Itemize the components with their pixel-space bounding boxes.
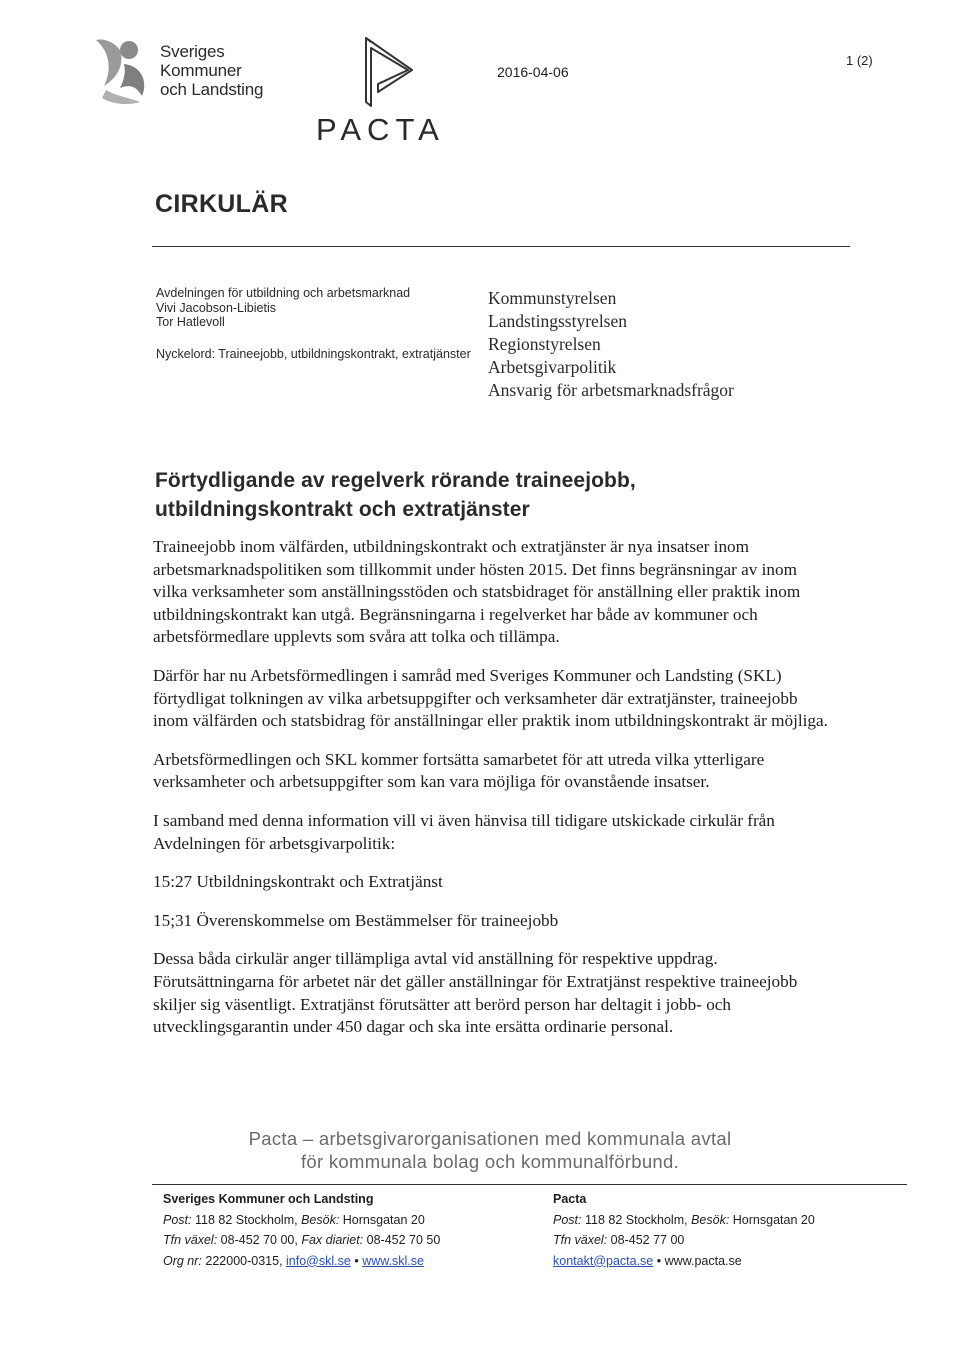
footer-email-link[interactable]: kontakt@pacta.se [553, 1253, 654, 1268]
footer-email-link[interactable]: info@skl.se [286, 1253, 351, 1268]
sender-department: Avdelningen för utbildning och arbetsmarknad [156, 286, 411, 300]
document-date: 2016-04-06 [497, 64, 569, 80]
footer-skl-contact [163, 1189, 440, 1271]
recipient-item: Arbetsgivarpolitik [488, 357, 617, 377]
recipient-item: Landstingsstyrelsen [488, 311, 628, 331]
document-type: CIRKULÄR [155, 190, 288, 218]
circular-reference: 15:27 Utbildningskontrakt och Extratjänst [153, 872, 443, 892]
footer-phone: Tfn växel: 08-452 70 00, Fax diariet: 08-452 70 50 [163, 1233, 441, 1247]
circular-reference: 15;31 Överenskommelse om Bestämmelser för traineejobb [153, 910, 559, 930]
skl-name-line-1: Sveriges [160, 42, 225, 61]
page-number: 1 (2) [846, 53, 873, 68]
footer-phone: Tfn växel: 08-452 77 00 [553, 1233, 685, 1247]
footer-web [553, 1251, 815, 1272]
body-paragraph: Därför har nu Arbetsförmedlingen i samråd med Sveriges Kommuner och Landsting (SKL) förtydligat tolkningen av vilka arbetsuppgifter och verksamheter där extratjänster, traineejobb inom välfärden och statsbidrag för anställningar eller praktik inom utbildningskontrakt är möjliga. [153, 665, 828, 731]
footer-pacta-contact [553, 1189, 815, 1271]
footer-tagline-line-1: Pacta – arbetsgivarorganisationen med kommunala avtal [248, 1128, 732, 1149]
document-title [155, 466, 636, 524]
document-title-line-2: utbildningskontrakt och extratjänster [155, 498, 530, 521]
document-title-line-1: Förtydligande av regelverk rörande traineejobb, [155, 469, 636, 492]
skl-logo [90, 36, 152, 106]
skl-name-line-3: och Landsting [160, 80, 264, 99]
sender-person: Vivi Jacobson-Libietis [156, 300, 276, 315]
footer-tagline [160, 1127, 820, 1173]
body-paragraph: Dessa båda cirkulär anger tillämpliga avtal vid anställning för respektive uppdrag. Förutsättningarna för arbetet när det gäller anställningar för Extratjänst respektive traineejobb skiljer sig väsentligt. Extratjänst förutsätter att berörd person har deltagit i jobb- och utvecklingsgarantin under 450 dagar och ska inte ersätta ordinarie personal. [153, 949, 798, 1037]
separator-bullet: • [354, 1253, 359, 1268]
document-body [153, 536, 833, 1055]
body-paragraph: Traineejobb inom välfärden, utbildningskontrakt och extratjänster är nya insatser inom arbetsmarknadspolitiken som tillkommit under hösten 2015. Det finns begränsningar av inom vilka verksamheter som anställningsstöden och statsbidraget för anställning eller praktik inom utbildningskontrakt kan utgå. Begränsningarna i regelverket har både av kommuner och arbetsförmedlare upplevts som svåra att tolka och tillämpa. [153, 537, 801, 647]
footer-org-number: Org nr: 222000-0315, info@skl.se • www.skl.se [163, 1253, 425, 1268]
recipient-item: Regionstyrelsen [488, 334, 601, 354]
recipient-list [488, 287, 734, 402]
recipient-item: Ansvarig för arbetsmarknadsfrågor [488, 380, 734, 400]
footer-org-name: Sveriges Kommuner och Landsting [163, 1192, 374, 1206]
pacta-wordmark: PACTA [316, 112, 445, 147]
sender-person: Tor Hatlevoll [156, 315, 225, 329]
footer-org-name: Pacta [553, 1192, 587, 1206]
body-paragraph: I samband med denna information vill vi även hänvisa till tidigare utskickade cirkulär från Avdelningen för arbetsgivarpolitik: [153, 810, 775, 853]
skl-name [160, 42, 263, 99]
skl-name-line-2: Kommuner [160, 61, 242, 80]
footer-divider [152, 1184, 907, 1185]
footer-postal-address: Post: 118 82 Stockholm, Besök: Hornsgatan 20 [163, 1212, 425, 1227]
body-paragraph: Arbetsförmedlingen och SKL kommer fortsätta samarbetet för att utreda vilka ytterligare verksamheter och arbetsuppgifter som kan vara möjliga för ovanstående insatser. [153, 749, 765, 792]
footer-web-link[interactable]: www.skl.se [362, 1253, 425, 1268]
recipient-item: Kommunstyrelsen [488, 288, 617, 308]
pacta-logo-icon [362, 36, 414, 108]
footer-tagline-line-2: för kommunala bolag och kommunalförbund. [300, 1151, 680, 1172]
keywords: Nyckelord: Traineejobb, utbildningskontrakt, extratjänster [156, 347, 471, 361]
header-divider [152, 246, 850, 247]
footer-web-link[interactable]: www.pacta.se [664, 1253, 742, 1268]
footer-postal-address: Post: 118 82 Stockholm, Besök: Hornsgatan 20 [553, 1212, 815, 1227]
sender-block [156, 286, 410, 330]
separator-bullet: • [656, 1253, 662, 1268]
